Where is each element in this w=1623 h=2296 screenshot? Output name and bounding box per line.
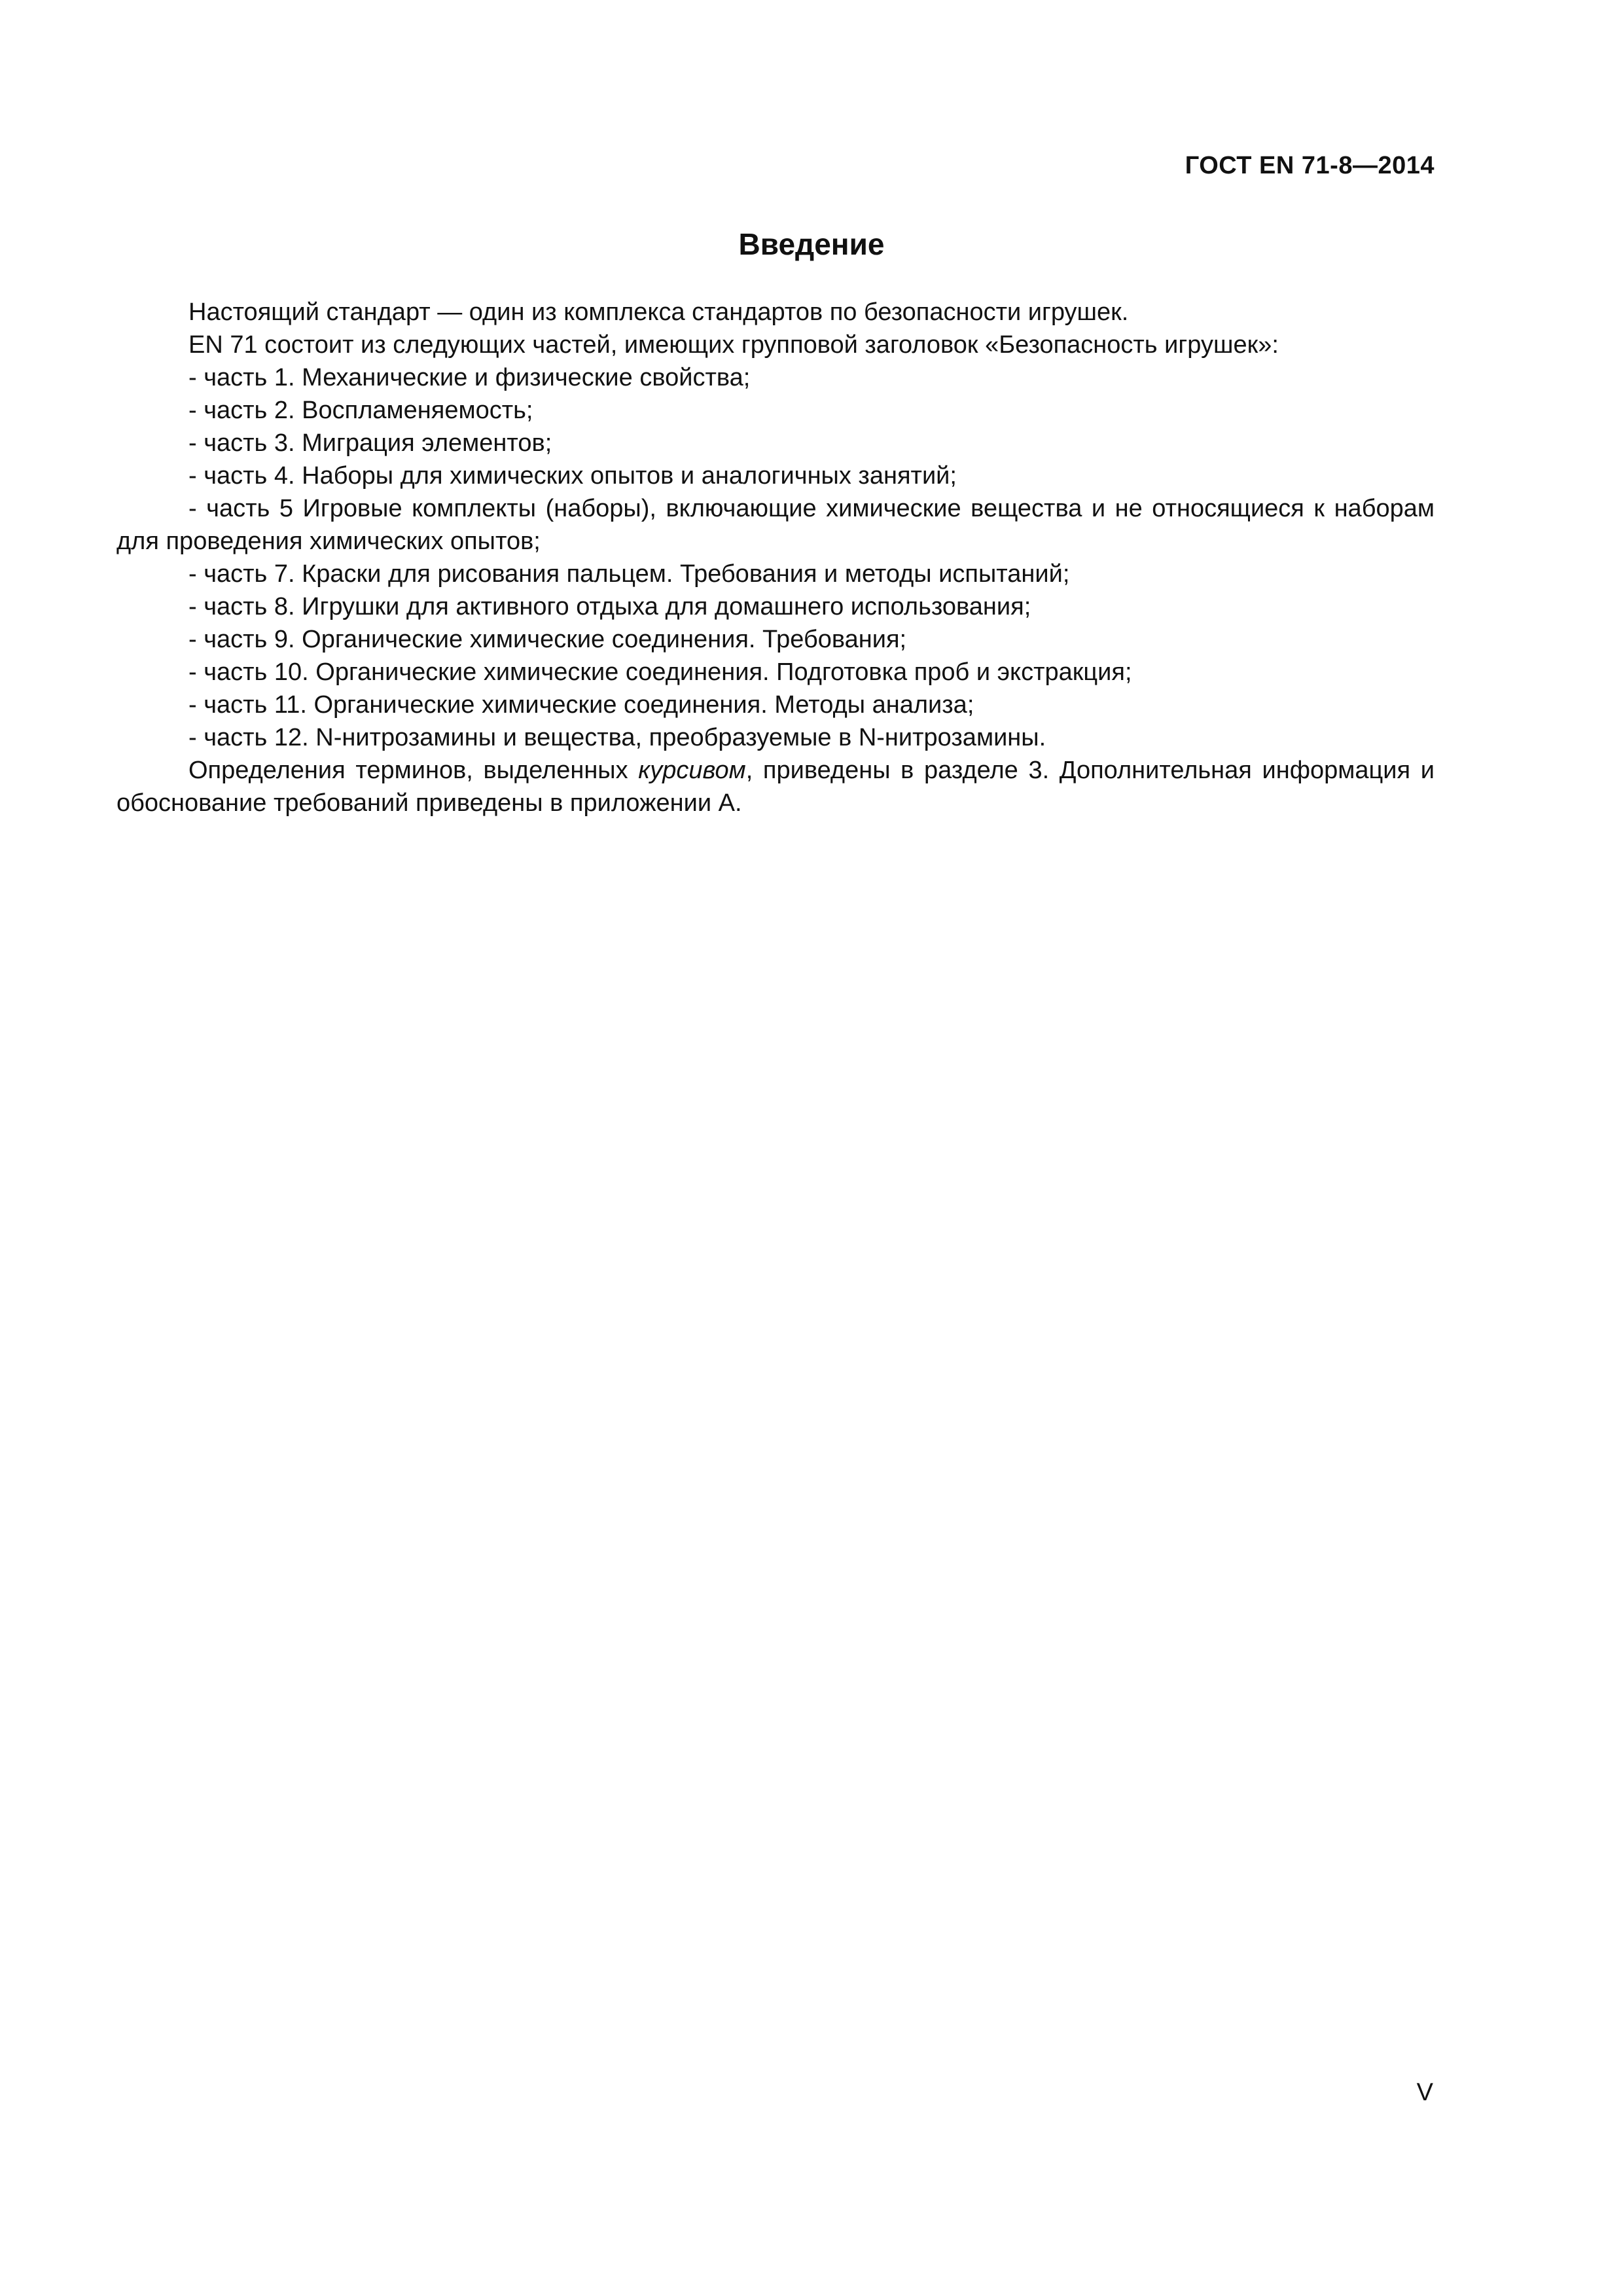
list-item-part-5: - часть 5 Игровые комплекты (наборы), включающие химические вещества и не относящиеся к наборам для проведения химических опытов; (116, 495, 1435, 555)
definitions-text-end: , приведены в разделе 3. Дополнительная информация и обоснование требований приведены в приложении А. (116, 757, 1435, 817)
list-item-part-4: - часть 4. Наборы для химических опытов и аналогичных занятий; (188, 462, 957, 490)
list-item-part-8: - часть 8. Игрушки для активного отдыха для домашнего использования; (188, 593, 1031, 620)
list-item-part-9: - часть 9. Органические химические соединения. Требования; (188, 626, 907, 653)
list-item-part-7: - часть 7. Краски для рисования пальцем. Требования и методы испытаний; (188, 560, 1070, 588)
definitions-paragraph (116, 754, 1435, 819)
definitions-italic-word: курсивом (638, 757, 746, 784)
intro-paragraph-1: Настоящий стандарт — один из комплекса стандартов по безопасности игрушек. (188, 298, 1129, 326)
page-number: V (1416, 2079, 1433, 2106)
definitions-text-start: Определения терминов, выделенных (188, 757, 639, 784)
list-item-part-3: - часть 3. Миграция элементов; (188, 429, 552, 457)
list-item-part-10: - часть 10. Органические химические соединения. Подготовка проб и экстракция; (188, 658, 1132, 686)
list-item-part-2: - часть 2. Воспламеняемость; (188, 397, 533, 424)
page-title: Введение (738, 227, 885, 261)
list-item-part-1: - часть 1. Механические и физические свойства; (188, 364, 751, 391)
body-text (116, 296, 1435, 819)
list-item-part-11: - часть 11. Органические химические соединения. Методы анализа; (188, 691, 974, 719)
list-item-part-12: - часть 12. N-нитрозамины и вещества, преобразуемые в N-нитрозамины. (188, 724, 1046, 751)
document-id: ГОСТ EN 71-8—2014 (1185, 152, 1435, 179)
intro-paragraph-2: EN 71 состоит из следующих частей, имеющих групповой заголовок «Безопасность игрушек»: (188, 331, 1279, 359)
